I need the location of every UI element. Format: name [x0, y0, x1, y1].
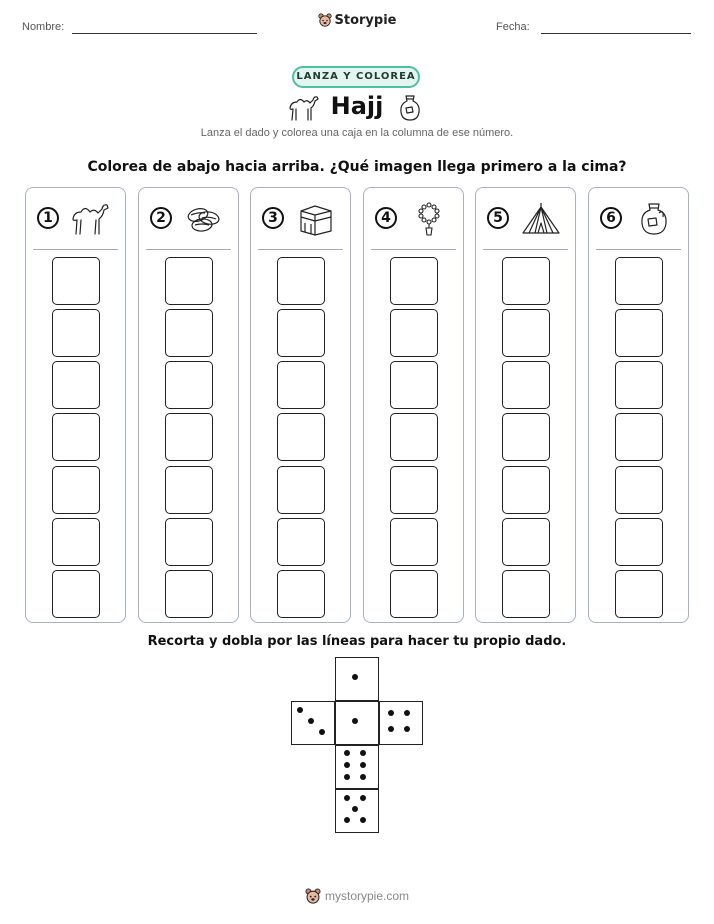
date-label: Fecha:: [496, 21, 530, 33]
bear-face-icon: [318, 13, 332, 31]
die-pip: [352, 674, 358, 680]
die-face-below-center: [335, 745, 379, 789]
color-box[interactable]: [52, 570, 100, 618]
color-box[interactable]: [502, 518, 550, 566]
dice-column-3: [250, 187, 351, 623]
color-box[interactable]: [165, 570, 213, 618]
die-pip: [360, 817, 366, 823]
color-box[interactable]: [165, 518, 213, 566]
color-box[interactable]: [390, 466, 438, 514]
color-box[interactable]: [52, 413, 100, 461]
color-box[interactable]: [277, 257, 325, 305]
color-box[interactable]: [277, 413, 325, 461]
color-box[interactable]: [165, 413, 213, 461]
color-box[interactable]: [615, 570, 663, 618]
die-pip: [388, 726, 394, 732]
die-pip: [404, 710, 410, 716]
name-line[interactable]: [72, 33, 257, 34]
kaaba-icon: [295, 201, 337, 237]
column-divider: [146, 249, 231, 250]
footer: [0, 888, 714, 907]
color-box[interactable]: [502, 257, 550, 305]
color-box[interactable]: [615, 518, 663, 566]
water-jug-icon: [633, 201, 675, 237]
tent-icon: [520, 201, 562, 237]
instruction: Colorea de abajo hacia arriba. ¿Qué imagen llega primero a la cima?: [87, 159, 627, 175]
color-box[interactable]: [277, 309, 325, 357]
die-face-left: [291, 701, 335, 745]
color-box[interactable]: [277, 361, 325, 409]
bear-face-icon: [305, 888, 321, 907]
activity-badge: LANZA Y COLOREA: [292, 66, 420, 88]
brand-name: Storypie: [334, 13, 397, 28]
color-box[interactable]: [502, 570, 550, 618]
die-pip: [360, 774, 366, 780]
color-box[interactable]: [502, 309, 550, 357]
subtitle: Lanza el dado y colorea una caja en la columna de ese número.: [200, 127, 514, 139]
die-pip: [344, 795, 350, 801]
die-pip: [360, 750, 366, 756]
color-box[interactable]: [165, 361, 213, 409]
color-box[interactable]: [277, 570, 325, 618]
color-box[interactable]: [615, 413, 663, 461]
column-number: 4: [375, 207, 397, 229]
column-number: 3: [262, 207, 284, 229]
die-pip: [297, 707, 303, 713]
color-box[interactable]: [165, 257, 213, 305]
die-pip: [344, 750, 350, 756]
dice-column-5: [475, 187, 576, 623]
color-box[interactable]: [390, 257, 438, 305]
color-box[interactable]: [52, 466, 100, 514]
die-pip: [344, 817, 350, 823]
color-box[interactable]: [615, 309, 663, 357]
color-box[interactable]: [615, 361, 663, 409]
color-box[interactable]: [390, 361, 438, 409]
die-face-top: [335, 657, 379, 701]
die-pip: [404, 726, 410, 732]
color-box[interactable]: [52, 361, 100, 409]
column-divider: [371, 249, 456, 250]
die-pip: [352, 718, 358, 724]
brand: [0, 13, 714, 31]
column-divider: [258, 249, 343, 250]
dice-column-2: [138, 187, 239, 623]
color-box[interactable]: [502, 361, 550, 409]
camel-icon: [70, 201, 112, 237]
die-face-center: [335, 701, 379, 745]
color-box[interactable]: [52, 518, 100, 566]
color-box[interactable]: [165, 466, 213, 514]
die-pip: [344, 762, 350, 768]
column-divider: [596, 249, 681, 250]
die-face-bottom: [335, 789, 379, 833]
dice-column-1: [25, 187, 126, 623]
column-number: 2: [150, 207, 172, 229]
color-box[interactable]: [390, 309, 438, 357]
color-box[interactable]: [615, 466, 663, 514]
die-pip: [360, 762, 366, 768]
dice-column-4: [363, 187, 464, 623]
die-pip: [319, 729, 325, 735]
prayer-beads-icon: [408, 201, 450, 237]
die-face-right: [379, 701, 423, 745]
color-box[interactable]: [502, 413, 550, 461]
color-box[interactable]: [277, 518, 325, 566]
water-jug-icon: [397, 93, 423, 123]
column-divider: [483, 249, 568, 250]
column-number: 5: [487, 207, 509, 229]
die-pip: [352, 806, 358, 812]
color-box[interactable]: [52, 257, 100, 305]
color-box[interactable]: [390, 570, 438, 618]
color-box[interactable]: [502, 466, 550, 514]
column-divider: [33, 249, 118, 250]
color-box[interactable]: [390, 413, 438, 461]
color-box[interactable]: [52, 309, 100, 357]
color-box[interactable]: [277, 466, 325, 514]
page-title: Hajj: [330, 92, 384, 120]
die-instruction: Recorta y dobla por las líneas para hacer tu propio dado.: [147, 634, 567, 649]
color-box[interactable]: [615, 257, 663, 305]
dice-column-6: [588, 187, 689, 623]
column-number: 6: [600, 207, 622, 229]
die-pip: [308, 718, 314, 724]
date-line[interactable]: [541, 33, 691, 34]
die-pip: [388, 710, 394, 716]
color-box[interactable]: [165, 309, 213, 357]
dates-icon: [183, 201, 225, 237]
column-number: 1: [37, 207, 59, 229]
die-pip: [344, 774, 350, 780]
footer-url[interactable]: mystorypie.com: [324, 889, 410, 903]
color-box[interactable]: [390, 518, 438, 566]
die-pip: [360, 795, 366, 801]
name-label: Nombre:: [22, 21, 65, 33]
